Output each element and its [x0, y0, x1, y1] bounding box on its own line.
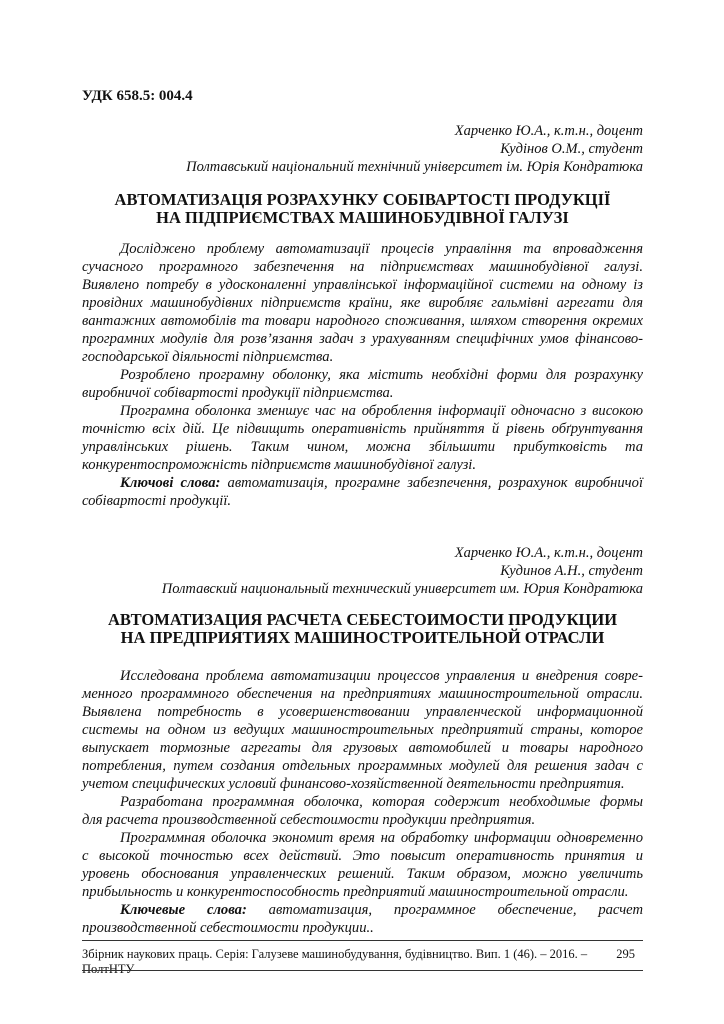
keywords-line [82, 919, 643, 937]
abstract-line: менного программного обеспечения на предприятиях машиностроительной отрасли. [82, 686, 643, 702]
author-line: Кудинов А.Н., студент [500, 563, 643, 579]
title-line: АВТОМАТИЗАЦИЯ РАСЧЕТА СЕБЕСТОИМОСТИ ПРОДУКЦИИ [107, 610, 618, 629]
abstract-line: Выявлена потребность в усовершенствовании управленческой информационной [82, 704, 643, 720]
udc-code: УДК 658.5: 004.4 [82, 88, 193, 104]
keywords-line [82, 492, 643, 510]
ua-abstract [82, 240, 643, 510]
abstract-line: конкурентоспроможність підприємств машинобудівної галузі. [82, 457, 477, 473]
keywords-label: Ключові слова: [120, 475, 221, 491]
ru-authors [82, 544, 653, 598]
keywords-text: автоматизация, программное обеспечение, расчет [246, 902, 643, 918]
abstract-line: програмних модулів для розв’язання задач з урахуванням специфічних умов фінансово- [82, 331, 643, 347]
abstract-line: Розроблено програмну оболонку, яка містить необхідні форми для розрахунку [120, 367, 643, 383]
abstract-line: сучасного програмного забезпечення на підприємствах машинобудівної галузі. [82, 259, 643, 275]
affiliation: Полтавський національний технічний університет ім. Юрія Кондратюка [186, 159, 643, 175]
abstract-line: Исследована проблема автоматизации процессов управления и внедрения совре- [120, 668, 643, 684]
title-line: НА ПРЕДПРИЯТИЯХ МАШИНОСТРОИТЕЛЬНОЙ ОТРАСЛИ [120, 628, 605, 647]
ua-authors [82, 122, 653, 176]
abstract-line: управлінських рішень. Таким чином, можна збільшити прибутковість та [82, 439, 643, 455]
abstract-line: точністю всіх дій. Це підвищить оперативність прийняття й рівень обґрунтування [82, 421, 643, 437]
affiliation: Полтавский национальный технический университет им. Юрия Кондратюка [161, 581, 643, 597]
abstract-line: господарської діяльності підприємства. [82, 349, 334, 365]
abstract-line: Разработана программная оболочка, которая содержит необходимые формы [120, 794, 643, 810]
keywords-text: собівартості продукції. [82, 493, 232, 509]
abstract-line: с высокой точностью всех действий. Это повысит оперативность принятия и [82, 848, 643, 864]
abstract-line: потребления, путем создания отдельных программных модулей для решения задач с [82, 758, 643, 774]
keywords-label: Ключевые слова: [120, 902, 247, 918]
keywords-text: производственной себестоимости продукции.. [82, 920, 374, 936]
title-line: АВТОМАТИЗАЦІЯ РОЗРАХУНКУ СОБІВАРТОСТІ ПРОДУКЦІЇ [114, 190, 611, 209]
title-line: НА ПІДПРИЄМСТВАХ МАШИНОБУДІВНОЇ ГАЛУЗІ [156, 208, 569, 227]
abstract-line: вантажних автомобілів та товари народного споживання, шляхом створення окремих [82, 313, 643, 329]
footer [82, 947, 635, 977]
abstract-line: уровень обоснования управленческих решений. Таким образом, можно увеличить [82, 866, 643, 882]
abstract-line: прибыльность и конкурентоспособность предприятий машиностроительной отрасли. [82, 884, 629, 900]
page-number: 295 [616, 947, 635, 961]
abstract-line: Виявлено потребу в удосконаленні управлінської інформаційної системи на одному із [82, 277, 643, 293]
footer-rule-bottom [82, 970, 643, 971]
abstract-line: Програмна оболонка зменшує час на оброблення інформації одночасно з високою [120, 403, 643, 419]
ru-title [82, 611, 643, 647]
abstract-line: Досліджено проблему автоматизації процесів управління та впровадження [120, 241, 643, 257]
ua-title [82, 191, 643, 227]
author-line: Харченко Ю.А., к.т.н., доцент [454, 545, 643, 561]
abstract-line: учетом специфических условий финансово-хозяйственной деятельности предприятия. [82, 776, 625, 792]
author-line: Кудінов О.М., студент [500, 141, 643, 157]
abstract-line: Программная оболочка экономит время на обработку информации одновременно [120, 830, 643, 846]
abstract-line: системы на одном из ведущих машиностроительных предприятий страны, которое [82, 722, 643, 738]
abstract-line: для расчета производственной себестоимости продукции предприятия. [82, 812, 536, 828]
keywords-line [82, 901, 643, 919]
footer-rule-top [82, 940, 643, 941]
keywords-line [82, 474, 643, 492]
abstract-line: выпускает тормозные агрегаты для грузовых автомобилей и товары народного [82, 740, 643, 756]
abstract-line: провідних машинобудівних підприємств країни, яке виробляє гальмівні агрегати для [82, 295, 643, 311]
footer-journal: Збірник наукових праць. Серія: Галузеве машинобудування, будівництво. Вип. 1 (46). – 2016. – ПолтНТУ [82, 947, 588, 976]
abstract-line: виробничої собівартості продукції підприємства. [82, 385, 394, 401]
keywords-text: автоматизація, програмне забезпечення, розрахунок виробничої [220, 475, 643, 491]
ru-abstract [82, 667, 643, 937]
author-line: Харченко Ю.А., к.т.н., доцент [454, 123, 643, 139]
